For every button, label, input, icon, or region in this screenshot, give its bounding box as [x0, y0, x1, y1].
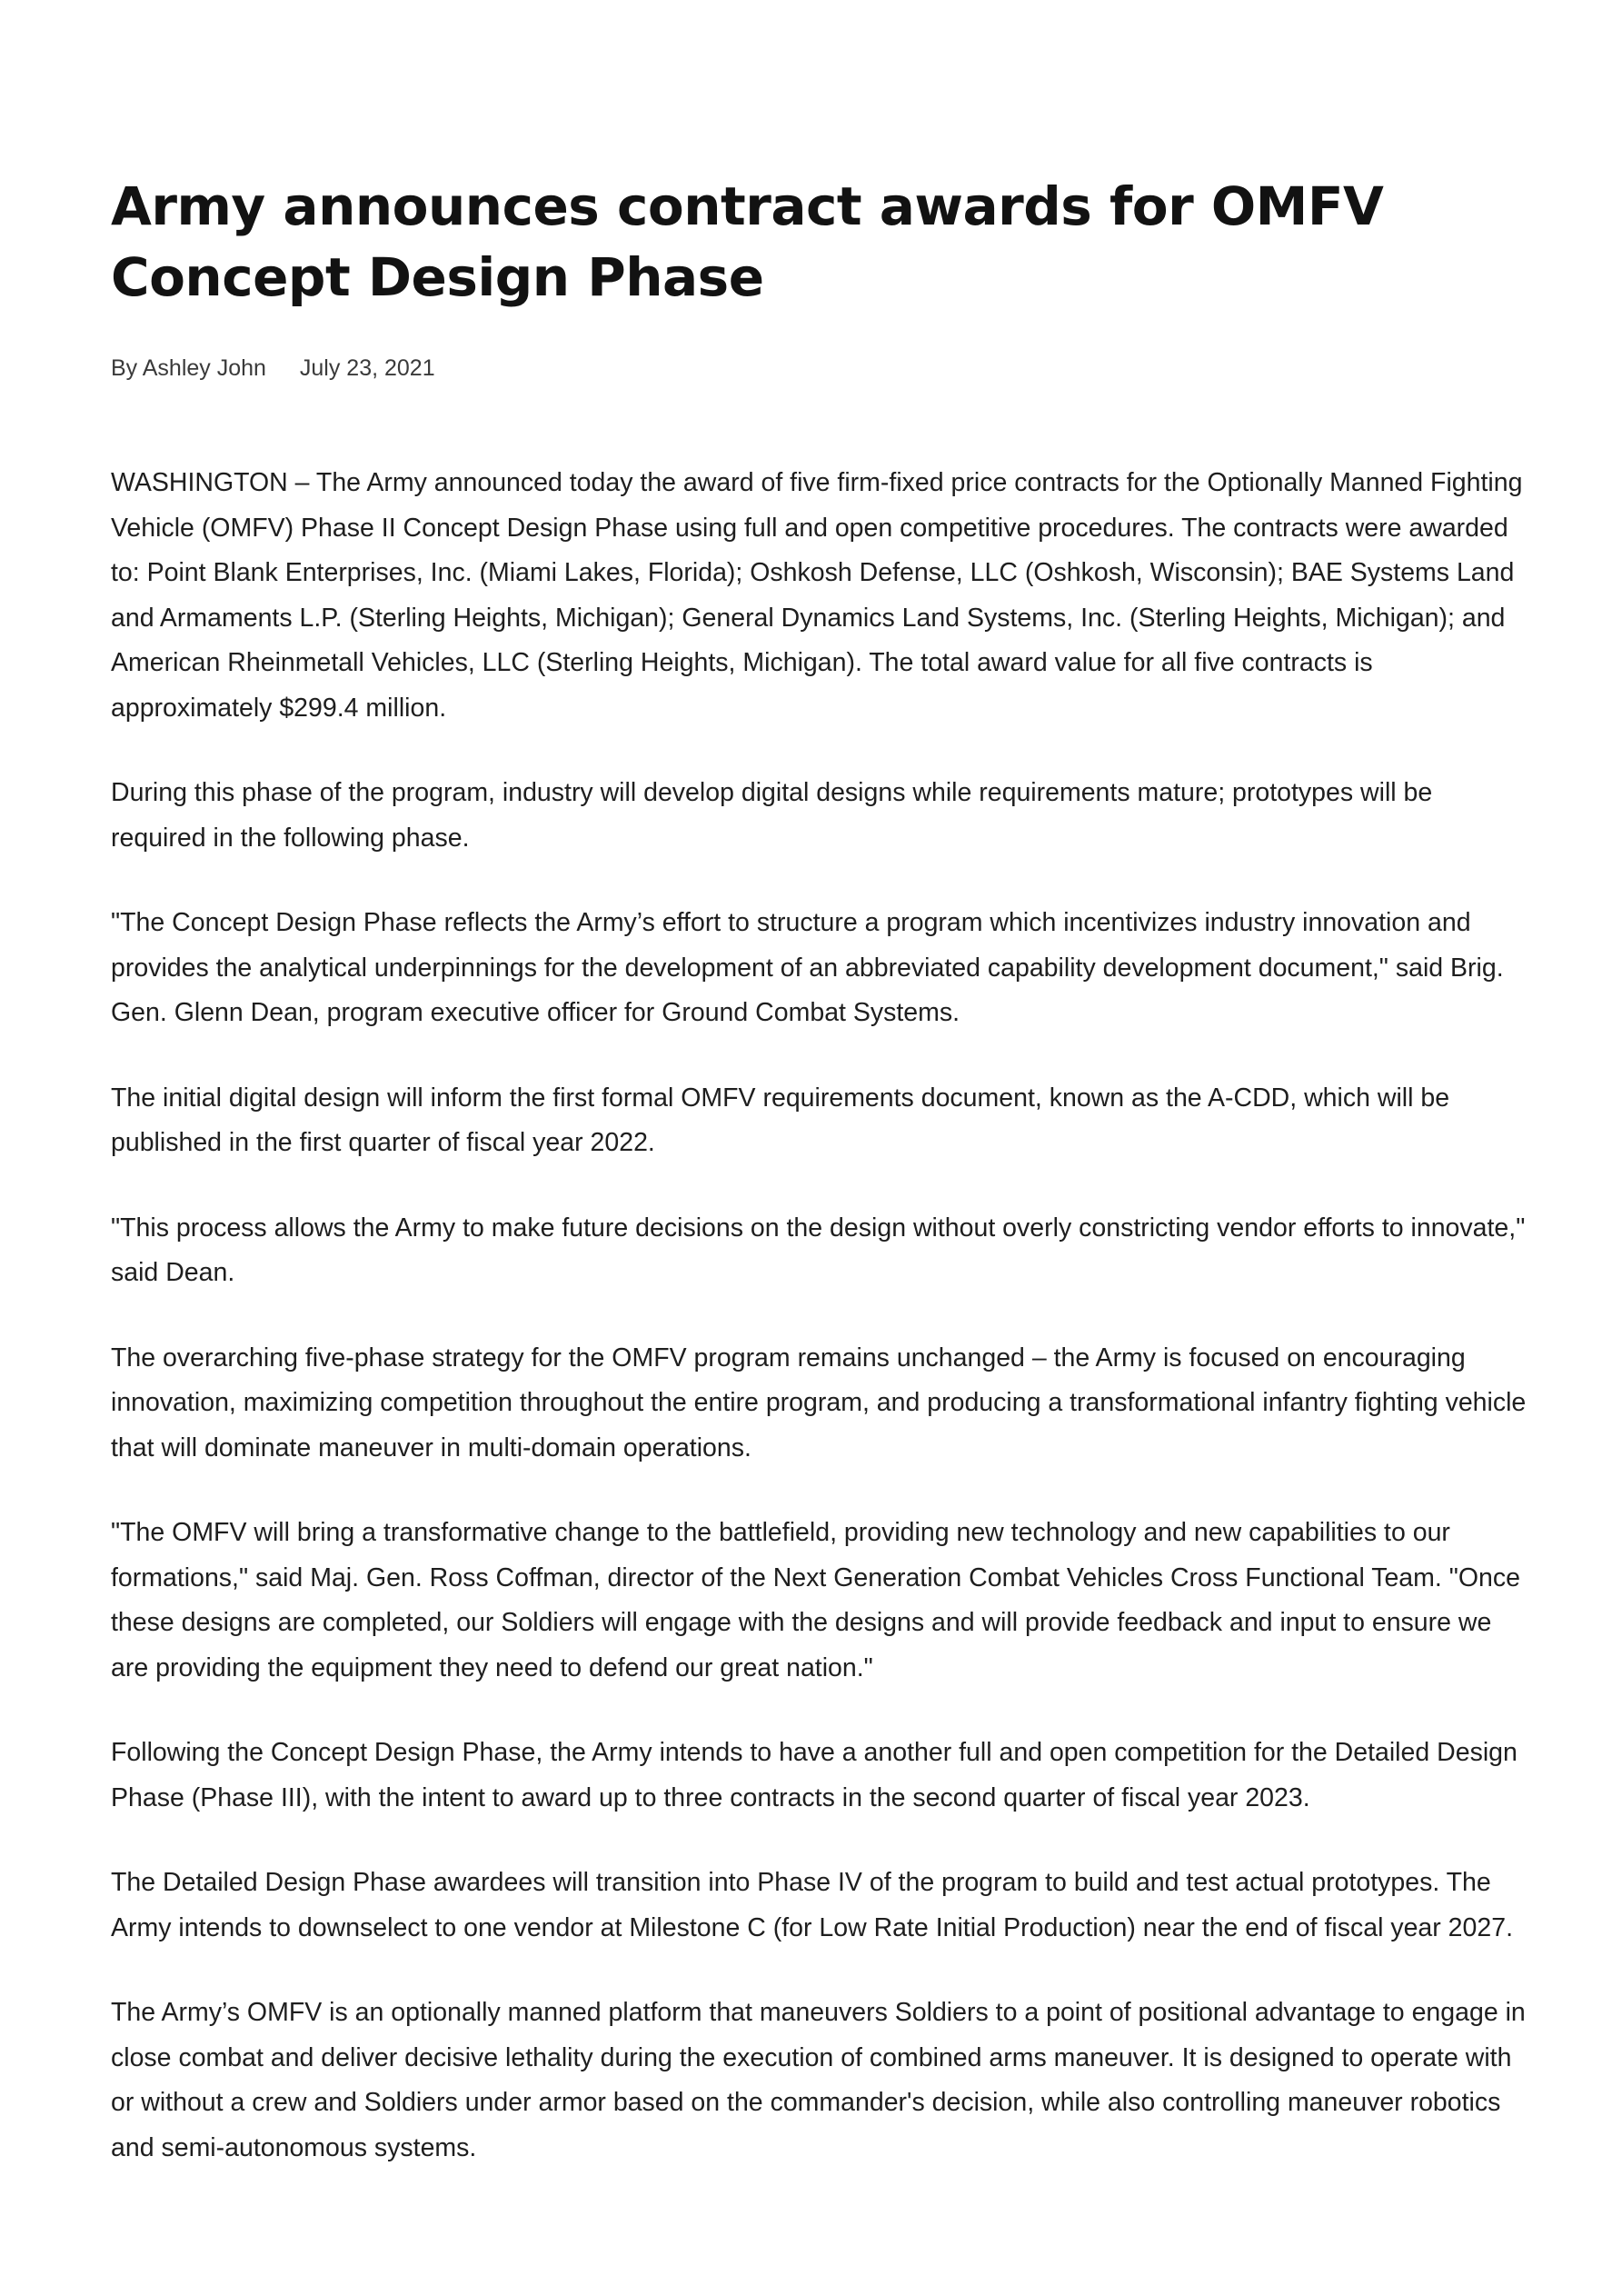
byline — [111, 352, 1528, 384]
author-name: By Ashley John — [111, 355, 266, 381]
paragraph: "The Concept Design Phase reflects the Army’s effort to structure a program which incentivizes industry innovation and provides the analytical underpinnings for the development of an abbreviated capability development document," said Brig. Gen. Glenn Dean, program executive officer for Ground Combat Systems. — [111, 908, 1504, 1027]
paragraph: The Army’s OMFV is an optionally manned platform that maneuvers Soldiers to a point of positional advantage to engage in close combat and deliver decisive lethality during the execution of combined arms maneuver. It is designed to operate with or without a crew and Soldiers under armor based on the commander's decision, while also controlling maneuver robotics and semi-autonomous systems. — [111, 1998, 1526, 2162]
paragraph: The initial digital design will inform the first formal OMFV requirements document, known as the A-CDD, which will be published in the first quarter of fiscal year 2022. — [111, 1083, 1450, 1157]
paragraph: The Detailed Design Phase awardees will transition into Phase IV of the program to build and test actual prototypes. The Army intends to downselect to one vendor at Milestone C (for Low Rate Initial Production) near the end of fiscal year 2027. — [111, 1868, 1513, 1942]
paragraph: Following the Concept Design Phase, the Army intends to have a another full and open competition for the Detailed Design Phase (Phase III), with the intent to award up to three contracts in the second quarter of fiscal year 2023. — [111, 1738, 1518, 1812]
paragraph: WASHINGTON – The Army announced today the award of five firm-fixed price contracts for the Optionally Manned Fighting Vehicle (OMFV) Phase II Concept Design Phase using full and open competitive procedures. The contracts were awarded to: Point Blank Enterprises, Inc. (Miami Lakes, Florida); Oshkosh Defense, LLC (Oshkosh, Wisconsin); BAE Systems Land and Armaments L.P. (Sterling Heights, Michigan); General Dynamics Land Systems, Inc. (Sterling Heights, Michigan); and American Rheinmetall Vehicles, LLC (Sterling Heights, Michigan). The total award value for all five contracts is approximately $299.4 million. — [111, 468, 1523, 723]
article-title: Army announces contract awards for OMFV Concept Design Phase — [111, 175, 1384, 308]
paragraph: During this phase of the program, industry will develop digital designs while requirements mature; prototypes will be required in the following phase. — [111, 778, 1433, 853]
article-body — [111, 461, 1528, 2171]
paragraph: "This process allows the Army to make future decisions on the design without overly constricting vendor efforts to innovate," said Dean. — [111, 1213, 1526, 1287]
paragraph: The overarching five-phase strategy for the OMFV program remains unchanged – the Army is focused on encouraging innovation, maximizing competition throughout the entire program, and producing a transformational infantry fighting vehicle that will dominate maneuver in multi-domain operations. — [111, 1343, 1527, 1462]
publish-date: July 23, 2021 — [299, 355, 435, 381]
article — [111, 171, 1528, 2171]
paragraph: "The OMFV will bring a transformative change to the battlefield, providing new technology and new capabilities to our formations," said Maj. Gen. Ross Coffman, director of the Next Generation Combat Vehicles Cross Functional Team. "Once these designs are completed, our Soldiers will engage with the designs and will provide feedback and input to ensure we are providing the equipment they need to defend our great nation." — [111, 1518, 1520, 1682]
